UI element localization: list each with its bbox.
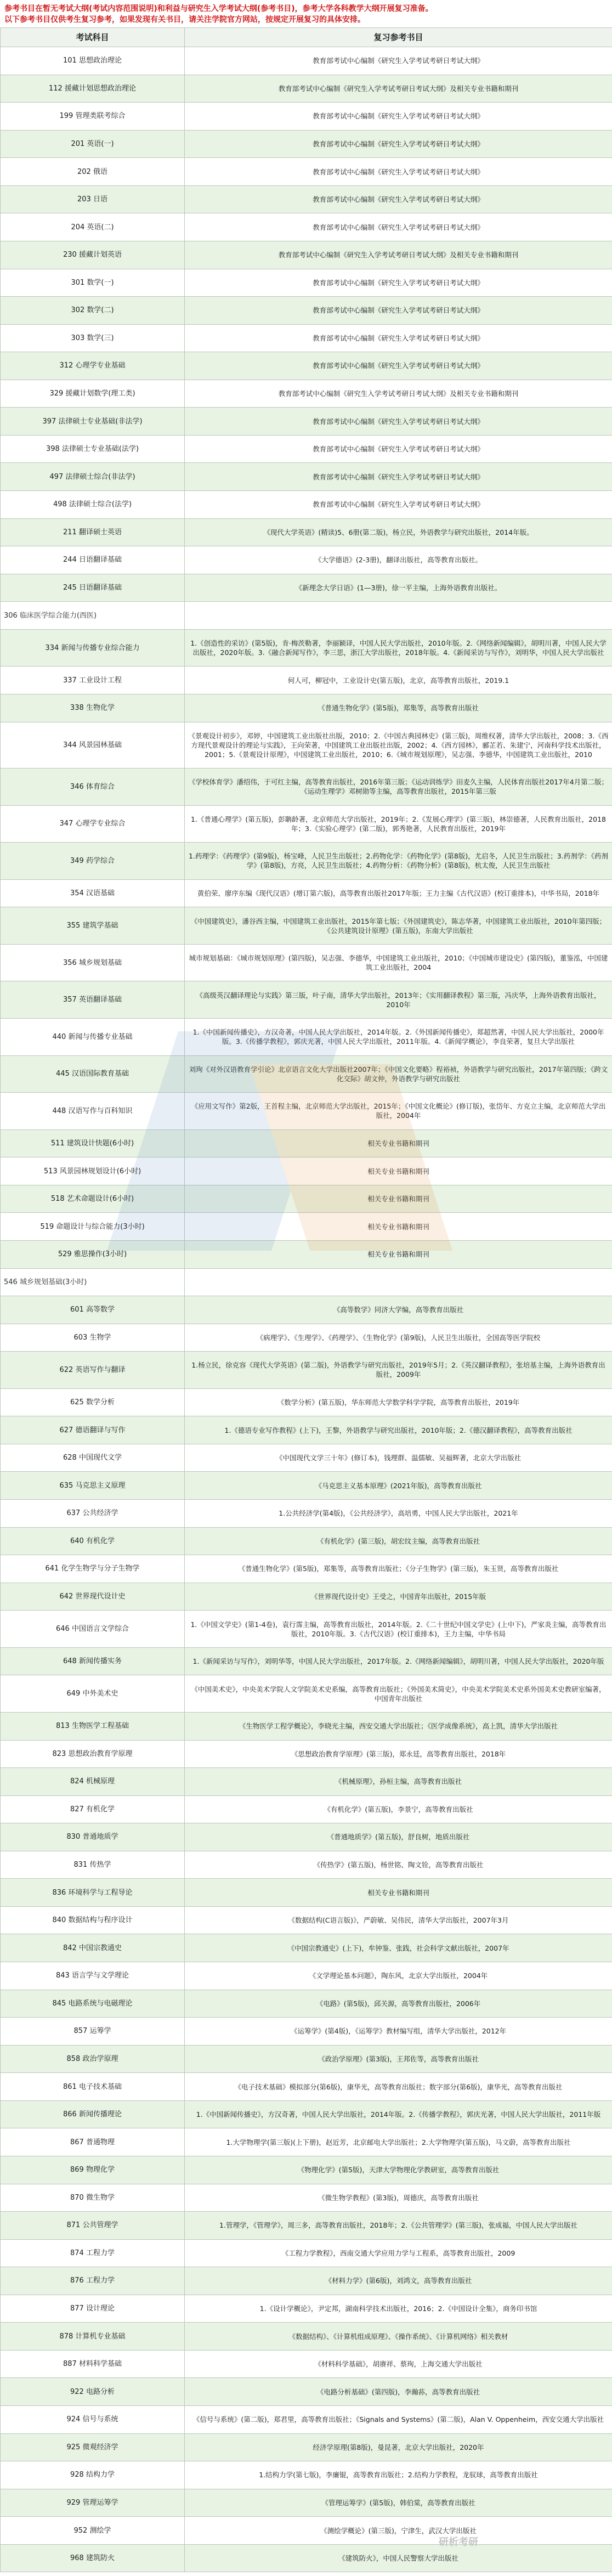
books-cell: 《文学理论基本问题》，陶东风，北京大学出版社，2004年 xyxy=(185,1962,612,1990)
books-cell: 《电子技术基础》模拟部分(第6版)，康华光，高等教育出版社；数字部分(第6版)，康华光，高等教育出版社 xyxy=(185,2073,612,2101)
table-row xyxy=(1,130,612,158)
subject-cell: 635 马克思主义原理 xyxy=(1,1472,185,1500)
books-cell: 教育部考试中心编制《研究生入学考试考研日考试大纲》 xyxy=(185,491,612,519)
books-cell: 1.杨立民，徐克容《现代大学英语》(第二版)，外语教学与研究出版社，2019年5月；2.《英汉翻译教程》，张培基主编，上海外语教育出版社，2009年 xyxy=(185,1352,612,1389)
subject-cell: 303 数学(三) xyxy=(1,324,185,352)
books-cell: 《高级英汉翻译理论与实践》第三版，叶子南，清华大学出版社，2013年；《实用翻译教程》第三版，冯庆华，上海外语教育出版社，2010年 xyxy=(185,981,612,1019)
table-row xyxy=(1,2018,612,2046)
table-row xyxy=(1,435,612,463)
subject-cell: 601 高等数学 xyxy=(1,1296,185,1324)
books-cell: 教育部考试中心编制《研究生入学考试考研日考试大纲》 xyxy=(185,352,612,380)
subject-cell: 334 新闻与传播专业综合能力 xyxy=(1,629,185,666)
table-row xyxy=(1,1472,612,1500)
books-cell: 教育部考试中心编制《研究生入学考试考研日考试大纲》 xyxy=(185,47,612,75)
table-row xyxy=(1,2295,612,2323)
subject-cell: 312 心理学专业基础 xyxy=(1,352,185,380)
subject-cell: 244 日语翻译基础 xyxy=(1,546,185,574)
books-cell: 《有机化学》(第三版)，胡宏纹主编，高等教育出版社 xyxy=(185,1527,612,1555)
books-cell: 《马克思主义基本原理》(2021年版)，高等教育出版社 xyxy=(185,1472,612,1500)
table-row xyxy=(1,2212,612,2240)
books-cell: 《普通生物化学》(第5版)，郑集等，高等教育出版社；《分子生物学》(第三版)，朱玉贤，高等教育出版社 xyxy=(185,1555,612,1583)
subject-cell: 646 中国语言文学综合 xyxy=(1,1611,185,1648)
table-row xyxy=(1,981,612,1019)
books-cell: 教育部考试中心编制《研究生入学考试考研日考试大纲》 xyxy=(185,408,612,436)
table-row xyxy=(1,2128,612,2156)
table-row xyxy=(1,324,612,352)
books-cell: 《政治学原理》(第3版)，王邦佐等，高等教育出版社 xyxy=(185,2045,612,2073)
subject-cell: 518 艺术命题设计(6小时) xyxy=(1,1185,185,1213)
subject-cell: 925 微观经济学 xyxy=(1,2433,185,2461)
subject-cell: 627 德语翻译与写作 xyxy=(1,1416,185,1444)
books-cell: 《电路分析基础》(第四版)，李瀚荪，高等教育出版社 xyxy=(185,2378,612,2406)
books-cell: 1.公共经济学(第4版)，《公共经济学》，高培勇，中国人民大学出版社，2021年 xyxy=(185,1500,612,1528)
subject-cell: 625 数学分析 xyxy=(1,1388,185,1416)
table-row xyxy=(1,1500,612,1528)
subject-cell: 513 风景园林规划设计(6小时) xyxy=(1,1157,185,1185)
table-row xyxy=(1,1296,612,1324)
table-row xyxy=(1,2156,612,2184)
table-row xyxy=(1,1019,612,1056)
books-cell: 《工程力学教程》，西南交通大学应用力学与工程系，高等教育出版社，2009 xyxy=(185,2239,612,2267)
subject-cell: 843 语言学与文学理论 xyxy=(1,1962,185,1990)
subject-cell: 922 电路分析 xyxy=(1,2378,185,2406)
subject-cell: 874 工程力学 xyxy=(1,2239,185,2267)
table-row xyxy=(1,75,612,103)
subject-cell: 887 材料科学基础 xyxy=(1,2350,185,2378)
table-row xyxy=(1,1240,612,1268)
subject-cell: 529 雅思操作(3小时) xyxy=(1,1240,185,1268)
subject-cell: 203 日语 xyxy=(1,185,185,213)
subject-cell: 861 电子技术基础 xyxy=(1,2073,185,2101)
books-cell: 教育部考试中心编制《研究生入学考试考研日考试大纲》 xyxy=(185,324,612,352)
subject-cell: 354 汉语基础 xyxy=(1,879,185,907)
table-row xyxy=(1,1647,612,1675)
table-row xyxy=(1,666,612,694)
subject-cell: 357 英语翻译基础 xyxy=(1,981,185,1019)
subject-cell: 302 数学(二) xyxy=(1,297,185,325)
books-cell: 《机械原理》，孙桓主编，高等教育出版社 xyxy=(185,1768,612,1796)
books-cell: 《病理学》、《生理学》、《药理学》、《生物化学》(第9版)，人民卫生出版社，全国高等医学院校 xyxy=(185,1324,612,1352)
books-cell: 《现代大学英语》(精读)5、6册(第二版)，杨立民，外语教学与研究出版社，2014年版。 xyxy=(185,518,612,546)
subject-cell: 398 法律硕士专业基础(法学) xyxy=(1,435,185,463)
table-row xyxy=(1,2350,612,2378)
table-row xyxy=(1,1851,612,1879)
subject-cell: 204 英语(二) xyxy=(1,213,185,241)
subject-cell: 830 普通地质学 xyxy=(1,1823,185,1851)
watermark-logo-text: 研析考研 xyxy=(439,2537,478,2548)
table-row xyxy=(1,158,612,186)
table-row xyxy=(1,805,612,843)
books-cell: 《管理运筹学》(第5版)，韩伯棠，高等教育出版社 xyxy=(185,2489,612,2517)
subject-cell: 836 环境科学与工程导论 xyxy=(1,1879,185,1907)
subject-cell: 641 化学生物学与分子生物学 xyxy=(1,1555,185,1583)
subject-cell: 640 有机化学 xyxy=(1,1527,185,1555)
books-cell: 《世界现代设计史》王受之，中国青年出版社，2015年版 xyxy=(185,1583,612,1611)
subject-cell: 347 心理学专业综合 xyxy=(1,805,185,843)
subject-cell: 649 中外美术史 xyxy=(1,1675,185,1713)
subject-cell: 397 法律硕士专业基础(非法学) xyxy=(1,408,185,436)
books-cell: 相关专业书籍和期刊 xyxy=(185,1185,612,1213)
subject-cell: 603 生物学 xyxy=(1,1324,185,1352)
books-cell: 教育部考试中心编制《研究生入学考试考研日考试大纲》 xyxy=(185,269,612,297)
table-row xyxy=(1,1416,612,1444)
subject-cell: 448 汉语写作与百科知识 xyxy=(1,1093,185,1130)
books-cell: 《建筑防火》，中国人民警察大学出版社 xyxy=(185,2544,612,2572)
books-cell: 城市规划基础：《城市规划原理》(第四版)，吴志强、李德华，中国建筑工业出版社，2010；《中国城市建设史》(第四版)，董鉴泓，中国建筑工业出版社，2004 xyxy=(185,944,612,981)
books-cell: 教育部考试中心编制《研究生入学考试考研日考试大纲》 xyxy=(185,130,612,158)
books-cell: 《运筹学》(第4版)，《运筹学》教材编写组，清华大学出版社，2012年 xyxy=(185,2018,612,2046)
subject-cell: 878 计算机专业基础 xyxy=(1,2323,185,2351)
books-cell: 1.《设计学概论》，尹定邦，湖南科学技术出版社，2016；2.《中国设计全集》，商务印书馆 xyxy=(185,2295,612,2323)
subject-cell: 867 普通物理 xyxy=(1,2128,185,2156)
subject-cell: 642 世界现代设计史 xyxy=(1,1583,185,1611)
books-cell: 《微生物学教程》(第3版)，周德庆，高等教育出版社 xyxy=(185,2184,612,2212)
table-row xyxy=(1,1388,612,1416)
books-cell: 《思想政治教育学原理》(第三版)，郑永廷，高等教育出版社，2018年 xyxy=(185,1740,612,1768)
subject-cell: 866 新闻传播理论 xyxy=(1,2100,185,2128)
books-cell: 何人可，柳冠中，工业设计史(第五版)，北京，高等教育出版社，2019.1 xyxy=(185,666,612,694)
table-row xyxy=(1,2184,612,2212)
subject-cell: 845 电路系统与电磁理论 xyxy=(1,1990,185,2018)
table-row xyxy=(1,1675,612,1713)
table-row xyxy=(1,1990,612,2018)
books-cell: 《大学德语》(2-3册)，翻译出版社，高等教育出版社。 xyxy=(185,546,612,574)
books-cell: 相关专业书籍和期刊 xyxy=(185,1157,612,1185)
reference-table xyxy=(0,27,612,2572)
table-row xyxy=(1,1823,612,1851)
books-cell: 《中国现代文学三十年》(修订本)，钱理群、温儒敏、吴福辉著，北京大学出版社 xyxy=(185,1444,612,1472)
subject-cell: 869 物理化学 xyxy=(1,2156,185,2184)
books-cell: 《有机化学》(第五版)，李景宁，高等教育出版社 xyxy=(185,1795,612,1823)
subject-cell: 201 英语(一) xyxy=(1,130,185,158)
subject-cell: 827 有机化学 xyxy=(1,1795,185,1823)
books-cell: 《中国美术史》，中央美术学院人文学院美术史系编，高等教育出版社；《外国美术简史》，中央美术学院美术史系外国美术史教研室编著，中国青年出版社 xyxy=(185,1675,612,1713)
table-row xyxy=(1,1712,612,1740)
subject-cell: 877 设计理论 xyxy=(1,2295,185,2323)
books-cell: 教育部考试中心编制《研究生入学考试考研日考试大纲》 xyxy=(185,435,612,463)
books-cell: 《传热学》(第五版)，杨世铭、陶文铨，高等教育出版社 xyxy=(185,1851,612,1879)
table-row xyxy=(1,2073,612,2101)
subject-cell: 112 援藏计划思想政治理论 xyxy=(1,75,185,103)
books-cell: 《普通生物化学》(第5版)，郑集等，高等教育出版社 xyxy=(185,694,612,722)
subject-cell: 831 传热学 xyxy=(1,1851,185,1879)
table-row xyxy=(1,1055,612,1093)
books-cell: 1.《新闻采访与写作》，刘明华等，中国人民大学出版社，2017年版。2.《网络新闻编辑》，胡明川著，中国人民大学出版社，2020年版 xyxy=(185,1647,612,1675)
subject-cell: 813 生物医学工程基础 xyxy=(1,1712,185,1740)
table-header xyxy=(1,28,612,47)
table-row xyxy=(1,944,612,981)
subject-cell: 928 结构力学 xyxy=(1,2461,185,2489)
books-cell: 相关专业书籍和期刊 xyxy=(185,1213,612,1241)
table-row xyxy=(1,2489,612,2517)
table-row xyxy=(1,352,612,380)
books-cell: 《材料科学基础》，胡赓祥、蔡珣，上海交通大学出版社 xyxy=(185,2350,612,2378)
table-row xyxy=(1,1962,612,1990)
table-body xyxy=(1,47,612,2572)
books-cell: 教育部考试中心编制《研究生入学考试考研日考试大纲》 xyxy=(185,158,612,186)
subject-cell: 823 思想政治教育学原理 xyxy=(1,1740,185,1768)
books-cell: 1.《普通心理学》(第五版)，彭聃龄著，北京师范大学出版社，2019年；2.《发展心理学》(第三版)，林崇德著，人民教育出版社，2018年；3.《实验心理学》(第二版)，郭秀艳著，人民教育出版社，2019年 xyxy=(185,805,612,843)
table-row xyxy=(1,1527,612,1555)
subject-cell: 338 生物化学 xyxy=(1,694,185,722)
table-row xyxy=(1,1093,612,1130)
books-cell: 《测绘学概论》(第三版)，宁津生，武汉大学出版社 xyxy=(185,2517,612,2545)
subject-cell: 622 英语写作与翻译 xyxy=(1,1352,185,1389)
table-row xyxy=(1,1906,612,1934)
table-row xyxy=(1,2461,612,2489)
books-cell: 1.管理学，《管理学》，周三多，高等教育出版社，2018年；2.《公共管理学》(第三版)，张成福，中国人民大学出版社 xyxy=(185,2212,612,2240)
notice-line-2: 以下参考书目仅供考生复习参考，如果发现有关书目，请关注学院官方网站，按规定开展复习的具体安排。 xyxy=(4,15,365,24)
books-cell: 1.《中国新闻传播史》，方汉奇著，中国人民大学出版社，2014年版。2.《传播学教程》，郭庆光著，中国人民大学出版社，2011年版 xyxy=(185,2100,612,2128)
books-cell: 《中国建筑史》，潘谷西主编，中国建筑工业出版社，2015年第七版；《外国建筑史》，陈志华著，中国建筑工业出版社，2010年第四版；《公共建筑设计原理》(第五版)，东南大学出版社 xyxy=(185,907,612,945)
table-row xyxy=(1,2323,612,2351)
table-row xyxy=(1,2433,612,2461)
books-cell: 《电路》(第5版)，邱关源，高等教育出版社，2006年 xyxy=(185,1990,612,2018)
table-row xyxy=(1,491,612,519)
books-cell: 《普通地质学》(第五版)，舒良树，地质出版社 xyxy=(185,1823,612,1851)
table-row xyxy=(1,602,612,630)
table-row xyxy=(1,1324,612,1352)
subject-cell: 857 运筹学 xyxy=(1,2018,185,2046)
books-cell: 教育部考试中心编制《研究生入学考试考研日考试大纲》及相关专业书籍和期刊 xyxy=(185,380,612,408)
subject-cell: 519 命题设计与综合能力(3小时) xyxy=(1,1213,185,1241)
subject-cell: 202 俄语 xyxy=(1,158,185,186)
books-cell: 相关专业书籍和期刊 xyxy=(185,1129,612,1157)
table-row xyxy=(1,2406,612,2434)
table-row xyxy=(1,1555,612,1583)
table-row xyxy=(1,843,612,880)
subject-cell: 199 管理类联考综合 xyxy=(1,103,185,131)
subject-cell: 929 管理运筹学 xyxy=(1,2489,185,2517)
table-row xyxy=(1,694,612,722)
subject-cell: 329 援藏计划数学(理工类) xyxy=(1,380,185,408)
subject-cell: 840 数据结构与程序设计 xyxy=(1,1906,185,1934)
books-cell: 经济学原理(第8版)，曼昆著，北京大学出版社，2020年 xyxy=(185,2433,612,2461)
header-books: 复习参考书目 xyxy=(185,28,612,47)
subject-cell: 842 中国宗教通史 xyxy=(1,1934,185,1962)
table-row xyxy=(1,1185,612,1213)
table-row xyxy=(1,1934,612,1962)
table-row xyxy=(1,213,612,241)
books-cell: 《新理念大学日语》(1—3册)，徐一平主编，上海外语教育出版社。 xyxy=(185,574,612,602)
subject-cell: 346 体育综合 xyxy=(1,769,185,806)
books-cell xyxy=(185,602,612,630)
subject-cell: 344 风景园林基础 xyxy=(1,722,185,769)
books-cell: 1.《德语专业写作教程》(上下)，王黎，外语教学与研究出版社，2010年版；2.《德汉翻译教程》，高等教育出版社 xyxy=(185,1416,612,1444)
subject-cell: 211 翻译硕士英语 xyxy=(1,518,185,546)
books-cell: 1.《中国文学史》(第1-4卷)，袁行霈主编，高等教育出版社，2014年版。2.《二十世纪中国文学史》(上中下)，严家炎主编，高等教育出版社，2010年版。3.《古代汉语》(校订重排本)，王力主编，中华书局 xyxy=(185,1611,612,1648)
books-cell: 教育部考试中心编制《研究生入学考试考研日考试大纲》 xyxy=(185,213,612,241)
table-row xyxy=(1,103,612,131)
books-cell: 相关专业书籍和期刊 xyxy=(185,1879,612,1907)
books-cell: 《生物医学工程学概论》，李晓光主编，西安交通大学出版社；《医学成像系统》，高上凯，清华大学出版社 xyxy=(185,1712,612,1740)
table-row xyxy=(1,1129,612,1157)
subject-cell: 497 法律硕士综合(非法学) xyxy=(1,463,185,491)
subject-cell: 245 日语翻译基础 xyxy=(1,574,185,602)
table-row xyxy=(1,2045,612,2073)
books-cell: 《中国宗教通史》(上下)，牟钟鉴、张践，社会科学文献出版社，2007年 xyxy=(185,1934,612,1962)
books-cell: 相关专业书籍和期刊 xyxy=(185,1240,612,1268)
subject-cell: 876 工程力学 xyxy=(1,2267,185,2295)
books-cell: 《应用文写作》第2版，王首程主编，北京师范大学出版社，2015年；《中国文化概论》(修订版)，张岱年、方克立主编，北京师范大学出版社，2004年 xyxy=(185,1093,612,1130)
subject-cell: 445 汉语国际教育基础 xyxy=(1,1055,185,1093)
subject-cell: 355 建筑学基础 xyxy=(1,907,185,945)
subject-cell: 870 微生物学 xyxy=(1,2184,185,2212)
table-row xyxy=(1,629,612,666)
table-row xyxy=(1,1583,612,1611)
subject-cell: 648 新闻传播实务 xyxy=(1,1647,185,1675)
books-cell: 《数据结构(C语言版)》，严蔚敏、吴伟民，清华大学出版社，2007年3月 xyxy=(185,1906,612,1934)
table-row xyxy=(1,408,612,436)
table-row xyxy=(1,769,612,806)
table-row xyxy=(1,185,612,213)
table-row xyxy=(1,1268,612,1296)
table-row xyxy=(1,2267,612,2295)
books-cell: 教育部考试中心编制《研究生入学考试考研日考试大纲》及相关专业书籍和期刊 xyxy=(185,241,612,269)
books-cell: 教育部考试中心编制《研究生入学考试考研日考试大纲》 xyxy=(185,185,612,213)
table-row xyxy=(1,2239,612,2267)
table-row xyxy=(1,907,612,945)
table-row xyxy=(1,1795,612,1823)
subject-cell: 952 测绘学 xyxy=(1,2517,185,2545)
books-cell: 1.药理学：《药理学》(第9版)，杨宝峰，人民卫生出版社；2.药物化学：《药物化学》(第8版)，尤启冬，人民卫生出版社；3.药剂学：《药剂学》(第8版)，方亮，人民卫生出版社；4.药物分析：《药物分析》(第8版)，杭太俊，人民卫生出版社 xyxy=(185,843,612,880)
books-cell: 《信号与系统》(第二版)，郑君里，高等教育出版社；《Signals and Systems》(第二版)，Alan V. Oppenheim，西安交通大学出版社 xyxy=(185,2406,612,2434)
table-row xyxy=(1,574,612,602)
subject-cell: 924 信号与系统 xyxy=(1,2406,185,2434)
table-row xyxy=(1,380,612,408)
subject-cell: 306 临床医学综合能力(西医) xyxy=(1,602,185,630)
table-row xyxy=(1,1444,612,1472)
books-cell xyxy=(185,1268,612,1296)
table-row xyxy=(1,1740,612,1768)
table-row xyxy=(1,47,612,75)
books-cell: 1.《中国新闻传播史》，方汉奇著，中国人民大学出版社，2014年版。2.《外国新闻传播史》，郑超然著，中国人民大学出版社，2000年版。3.《传播学教程》，郭庆光著，中国人民大学出版社，2011年版。4.《新闻学概论》，李良荣著，复旦大学出版社 xyxy=(185,1019,612,1056)
table-row xyxy=(1,2378,612,2406)
table-row xyxy=(1,2544,612,2572)
header-subject: 考试科目 xyxy=(1,28,185,47)
books-cell: 《高等数学》同济大学编，高等教育出版社 xyxy=(185,1296,612,1324)
notice-line-1: 参考书目在暂无考试大纲(考试内容范围说明)和利益与研究生入学考试大纲(参考书目)，参考大学各科教学大纲开展复习准备。 xyxy=(4,4,433,13)
table-row xyxy=(1,1611,612,1648)
books-cell: 《数据结构》、《计算机组成原理》、《操作系统》、《计算机网络》相关教材 xyxy=(185,2323,612,2351)
subject-cell: 349 药学综合 xyxy=(1,843,185,880)
table-row xyxy=(1,2517,612,2545)
books-cell: 《材料力学》(第6版)，刘鸿文，高等教育出版社 xyxy=(185,2267,612,2295)
table-row xyxy=(1,241,612,269)
notice xyxy=(0,0,612,27)
table-row xyxy=(1,463,612,491)
books-cell: 黄伯荣、廖序东编《现代汉语》(增订第六版)，高等教育出版社2017年版；王力主编《古代汉语》(校订重排本)，中华书局，2018年 xyxy=(185,879,612,907)
subject-cell: 824 机械原理 xyxy=(1,1768,185,1796)
books-cell: 教育部考试中心编制《研究生入学考试考研日考试大纲》及相关专业书籍和期刊 xyxy=(185,75,612,103)
table-row xyxy=(1,518,612,546)
books-cell: 1.大学物理学(第三版)(上下册)，赵近芳，北京邮电大学出版社；2.大学物理学(第五版)，马文蔚，高等教育出版社 xyxy=(185,2128,612,2156)
subject-cell: 101 思想政治理论 xyxy=(1,47,185,75)
subject-cell: 546 城乡规划基础(3小时) xyxy=(1,1268,185,1296)
books-cell: 《物理化学》(第5版)，天津大学物理化学教研室，高等教育出版社 xyxy=(185,2156,612,2184)
subject-cell: 628 中国现代文学 xyxy=(1,1444,185,1472)
books-cell: 教育部考试中心编制《研究生入学考试考研日考试大纲》 xyxy=(185,103,612,131)
books-cell: 《学校体育学》潘绍伟，于可红主编，高等教育出版社，2016年第三版；《运动训练学》田麦久主编，人民体育出版社2017年4月第二版；《运动生理学》邓树勋等主编，高等教育出版社，2015年第三版 xyxy=(185,769,612,806)
table-row xyxy=(1,297,612,325)
table-row xyxy=(1,1213,612,1241)
subject-cell: 356 城乡规划基础 xyxy=(1,944,185,981)
subject-cell: 637 公共经济学 xyxy=(1,1500,185,1528)
subject-cell: 337 工业设计工程 xyxy=(1,666,185,694)
subject-cell: 498 法律硕士综合(法学) xyxy=(1,491,185,519)
subject-cell: 440 新闻与传播专业基础 xyxy=(1,1019,185,1056)
subject-cell: 511 建筑设计快题(6小时) xyxy=(1,1129,185,1157)
books-cell: 教育部考试中心编制《研究生入学考试考研日考试大纲》 xyxy=(185,297,612,325)
table-row xyxy=(1,722,612,769)
books-cell: 教育部考试中心编制《研究生入学考试考研日考试大纲》 xyxy=(185,463,612,491)
table-row xyxy=(1,2100,612,2128)
subject-cell: 858 政治学原理 xyxy=(1,2045,185,2073)
subject-cell: 968 建筑防火 xyxy=(1,2544,185,2572)
subject-cell: 230 援藏计划英语 xyxy=(1,241,185,269)
table-row xyxy=(1,1352,612,1389)
books-cell: 1.《创造性的采访》(第5版)，肯·梅茨勒著，李丽颖译，中国人民大学出版社，2010年版。2.《网络新闻编辑》，胡明川著，中国人民大学出版社，2020年版。3.《融合新闻写作》，李三思，浙江大学出版社，2018年版。4.《新闻采访与写作》，刘明华，中国人民大学出版社 xyxy=(185,629,612,666)
table-row xyxy=(1,1157,612,1185)
table-row xyxy=(1,1768,612,1796)
table-row xyxy=(1,269,612,297)
books-cell: 刘珣《对外汉语教育学引论》北京语言文化大学出版社2007年；《中国文化要略》程裕祯，外语教学与研究出版社，2017年第四版；《跨文化交际》胡文仲，外语教学与研究出版社 xyxy=(185,1055,612,1093)
subject-cell: 871 公共管理学 xyxy=(1,2212,185,2240)
table-row xyxy=(1,1879,612,1907)
table-row xyxy=(1,879,612,907)
books-cell: 《景观设计初步》，邓婷，中国建筑工业出版社出版，2010；2.《中国古典园林史》(第三版)，周维权著，清华大学出版社，2008；3.《西方现代景观设计的理论与实践》，王向荣著，中国建筑工业出版社出版，2002；4.《西方园林》，郦芷若、朱建宁，河南科学技术出版社，2001；5.《景观设计原理》，中国建筑工业出版社，2010；6.《城市规划原理》，吴志强、李德华，中国建筑工业出版社，2010 xyxy=(185,722,612,769)
table-row xyxy=(1,546,612,574)
books-cell: 《数学分析》(第五版)，华东师范大学数学科学学院，高等教育出版社，2019年 xyxy=(185,1388,612,1416)
books-cell: 1.结构力学(第七版)，李廉锟，高等教育出版社；2.结构力学教程，龙驭球，高等教育出版社 xyxy=(185,2461,612,2489)
subject-cell: 301 数学(一) xyxy=(1,269,185,297)
